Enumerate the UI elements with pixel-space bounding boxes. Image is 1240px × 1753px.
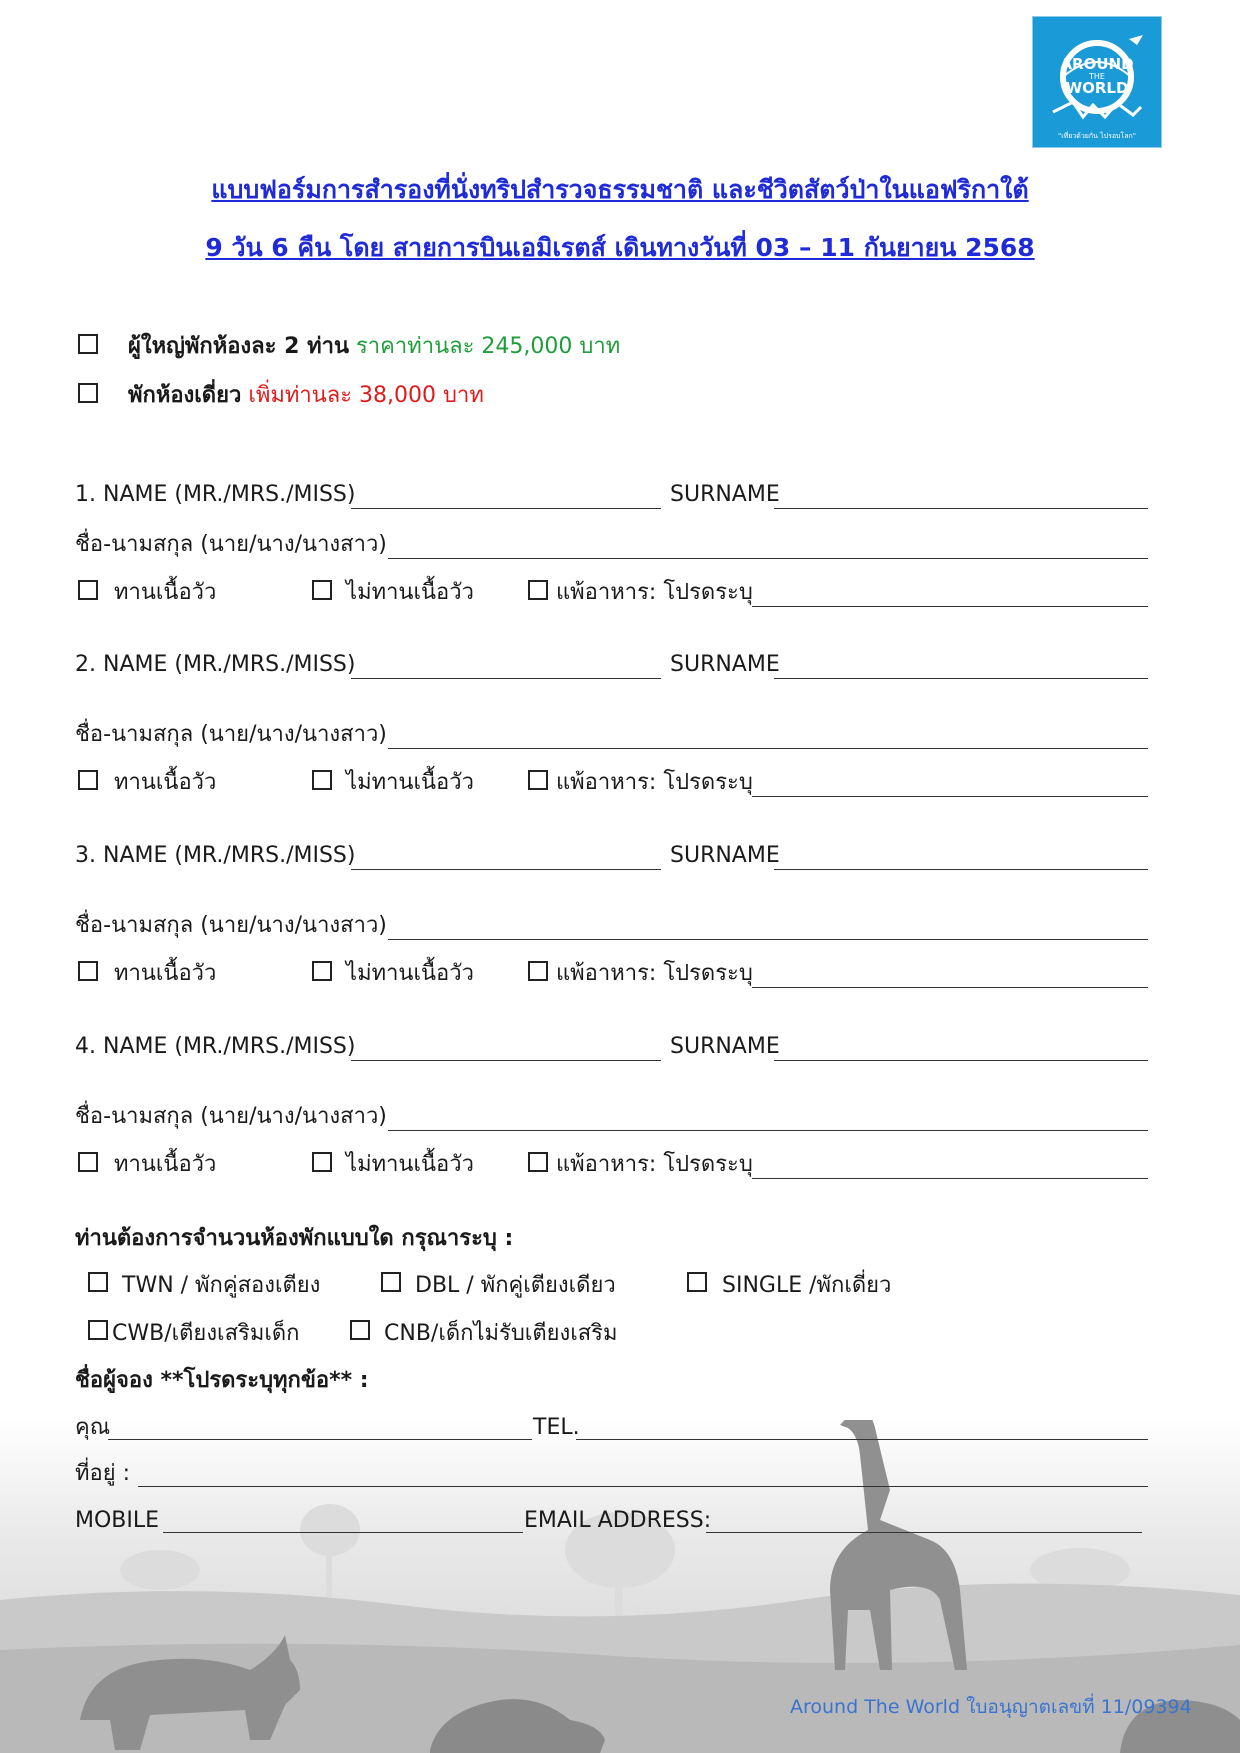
- booker-address-field[interactable]: [138, 1486, 1148, 1487]
- traveler-nobeef-checkbox[interactable]: [312, 1152, 332, 1172]
- traveler-name-field[interactable]: [351, 1060, 661, 1061]
- traveler-name-label: 1. NAME (MR./MRS./MISS): [75, 482, 356, 507]
- pricing-single-label: พักห้องเดี่ยว: [128, 383, 242, 408]
- traveler-thai-name-label: ชื่อ-นามสกุล (นาย/นาง/นางสาว): [75, 722, 387, 747]
- traveler-name-field[interactable]: [351, 869, 661, 870]
- booker-mobile-field[interactable]: [163, 1532, 523, 1533]
- pricing-adult-checkbox[interactable]: [78, 334, 98, 354]
- booker-email-field[interactable]: [706, 1532, 1142, 1533]
- traveler-beef-checkbox[interactable]: [78, 580, 98, 600]
- traveler-allergy-label: แพ้อาหาร: โปรดระบุ: [556, 580, 753, 605]
- logo-text-around: AROUND: [1060, 55, 1134, 73]
- traveler-name-label: 4. NAME (MR./MRS./MISS): [75, 1034, 356, 1059]
- booker-heading: ชื่อผู้จอง **โปรดระบุทุกข้อ** :: [75, 1368, 369, 1393]
- traveler-allergy-field[interactable]: [752, 606, 1148, 607]
- traveler-thai-name-field[interactable]: [388, 1130, 1148, 1131]
- rooms-heading: ท่านต้องการจำนวนห้องพักแบบใด กรุณาระบุ :: [75, 1226, 514, 1251]
- pricing-single-checkbox[interactable]: [78, 383, 98, 403]
- traveler-surname-field[interactable]: [774, 678, 1148, 679]
- traveler-thai-name-field[interactable]: [388, 939, 1148, 940]
- traveler-allergy-label: แพ้อาหาร: โปรดระบุ: [556, 1152, 753, 1177]
- room-cnb-checkbox[interactable]: [350, 1320, 370, 1340]
- room-cwb-label: CWB/เตียงเสริมเด็ก: [112, 1321, 300, 1346]
- booker-address-label: ที่อยู่ :: [75, 1461, 131, 1486]
- traveler-thai-name-field[interactable]: [388, 748, 1148, 749]
- traveler-surname-label: SURNAME: [670, 482, 780, 507]
- traveler-thai-name-label: ชื่อ-นามสกุล (นาย/นาง/นางสาว): [75, 1104, 387, 1129]
- traveler-allergy-checkbox[interactable]: [528, 770, 548, 790]
- traveler-thai-name-label: ชื่อ-นามสกุล (นาย/นาง/นางสาว): [75, 532, 387, 557]
- traveler-beef-checkbox[interactable]: [78, 1152, 98, 1172]
- traveler-surname-label: SURNAME: [670, 843, 780, 868]
- pricing-adult-label: ผู้ใหญ่พักห้องละ 2 ท่าน: [128, 334, 349, 359]
- traveler-nobeef-label: ไม่ทานเนื้อวัว: [346, 770, 474, 795]
- booker-name-field[interactable]: [108, 1439, 532, 1440]
- traveler-surname-field[interactable]: [774, 1060, 1148, 1061]
- traveler-allergy-checkbox[interactable]: [528, 580, 548, 600]
- room-cnb-label: CNB/เด็กไม่รับเตียงเสริม: [384, 1321, 618, 1346]
- pricing-single-price: เพิ่มท่านละ 38,000 บาท: [248, 383, 484, 408]
- traveler-thai-name-label: ชื่อ-นามสกุล (นาย/นาง/นางสาว): [75, 913, 387, 938]
- logo-text-world: WORLD: [1065, 79, 1129, 97]
- pricing-single-row: [128, 385, 484, 407]
- traveler-nobeef-label: ไม่ทานเนื้อวัว: [346, 961, 474, 986]
- booker-khun-label: คุณ: [75, 1415, 111, 1440]
- traveler-surname-label: SURNAME: [670, 1034, 780, 1059]
- traveler-nobeef-label: ไม่ทานเนื้อวัว: [346, 1152, 474, 1177]
- traveler-beef-label: ทานเนื้อวัว: [114, 580, 217, 605]
- room-single-label: SINGLE /พักเดี่ยว: [722, 1273, 892, 1298]
- traveler-name-field[interactable]: [351, 508, 661, 509]
- room-single-checkbox[interactable]: [687, 1272, 707, 1292]
- traveler-allergy-field[interactable]: [752, 1178, 1148, 1179]
- traveler-allergy-checkbox[interactable]: [528, 1152, 548, 1172]
- traveler-allergy-field[interactable]: [752, 987, 1148, 988]
- logo-text-the: THE: [1089, 72, 1105, 81]
- pricing-adult-row: [128, 336, 620, 358]
- traveler-beef-label: ทานเนื้อวัว: [114, 770, 217, 795]
- around-the-world-logo: [1032, 16, 1162, 148]
- form-title-line1: แบบฟอร์มการสำรองที่นั่งทริปสำรวจธรรมชาติ และชีวิตสัตว์ป่าในแอฟริกาใต้: [211, 175, 1029, 204]
- traveler-nobeef-label: ไม่ทานเนื้อวัว: [346, 580, 474, 605]
- booker-mobile-label: MOBILE: [75, 1508, 160, 1533]
- pricing-adult-price: ราคาท่านละ 245,000 บาท: [355, 334, 621, 359]
- logo-tagline: "เที่ยวด้วยกัน ไปรอบโลก": [1058, 132, 1136, 140]
- traveler-beef-checkbox[interactable]: [78, 770, 98, 790]
- traveler-allergy-label: แพ้อาหาร: โปรดระบุ: [556, 961, 753, 986]
- traveler-surname-field[interactable]: [774, 869, 1148, 870]
- traveler-name-field[interactable]: [351, 678, 661, 679]
- room-twn-label: TWN / พักคู่สองเตียง: [122, 1273, 321, 1298]
- booker-email-label: EMAIL ADDRESS:: [524, 1508, 712, 1533]
- room-cwb-checkbox[interactable]: [88, 1320, 108, 1340]
- traveler-name-label: 3. NAME (MR./MRS./MISS): [75, 843, 356, 868]
- booker-tel-field[interactable]: [576, 1439, 1148, 1440]
- traveler-surname-label: SURNAME: [670, 652, 780, 677]
- traveler-name-label: 2. NAME (MR./MRS./MISS): [75, 652, 356, 677]
- traveler-allergy-label: แพ้อาหาร: โปรดระบุ: [556, 770, 753, 795]
- room-dbl-checkbox[interactable]: [381, 1272, 401, 1292]
- traveler-beef-label: ทานเนื้อวัว: [114, 961, 217, 986]
- traveler-nobeef-checkbox[interactable]: [312, 770, 332, 790]
- room-twn-checkbox[interactable]: [88, 1272, 108, 1292]
- traveler-allergy-field[interactable]: [752, 796, 1148, 797]
- traveler-beef-label: ทานเนื้อวัว: [114, 1152, 217, 1177]
- traveler-thai-name-field[interactable]: [388, 558, 1148, 559]
- traveler-nobeef-checkbox[interactable]: [312, 961, 332, 981]
- traveler-nobeef-checkbox[interactable]: [312, 580, 332, 600]
- booker-tel-label: TEL.: [533, 1415, 580, 1440]
- room-dbl-label: DBL / พักคู่เตียงเดียว: [415, 1273, 616, 1298]
- form-title-line2: 9 วัน 6 คืน โดย สายการบินเอมิเรตส์ เดินทางวันที่ 03 – 11 กันยายน 2568: [205, 233, 1035, 262]
- traveler-beef-checkbox[interactable]: [78, 961, 98, 981]
- traveler-surname-field[interactable]: [774, 508, 1148, 509]
- footer-license: Around The World ใบอนุญาตเลขที่ 11/09394: [790, 1696, 1192, 1718]
- traveler-allergy-checkbox[interactable]: [528, 961, 548, 981]
